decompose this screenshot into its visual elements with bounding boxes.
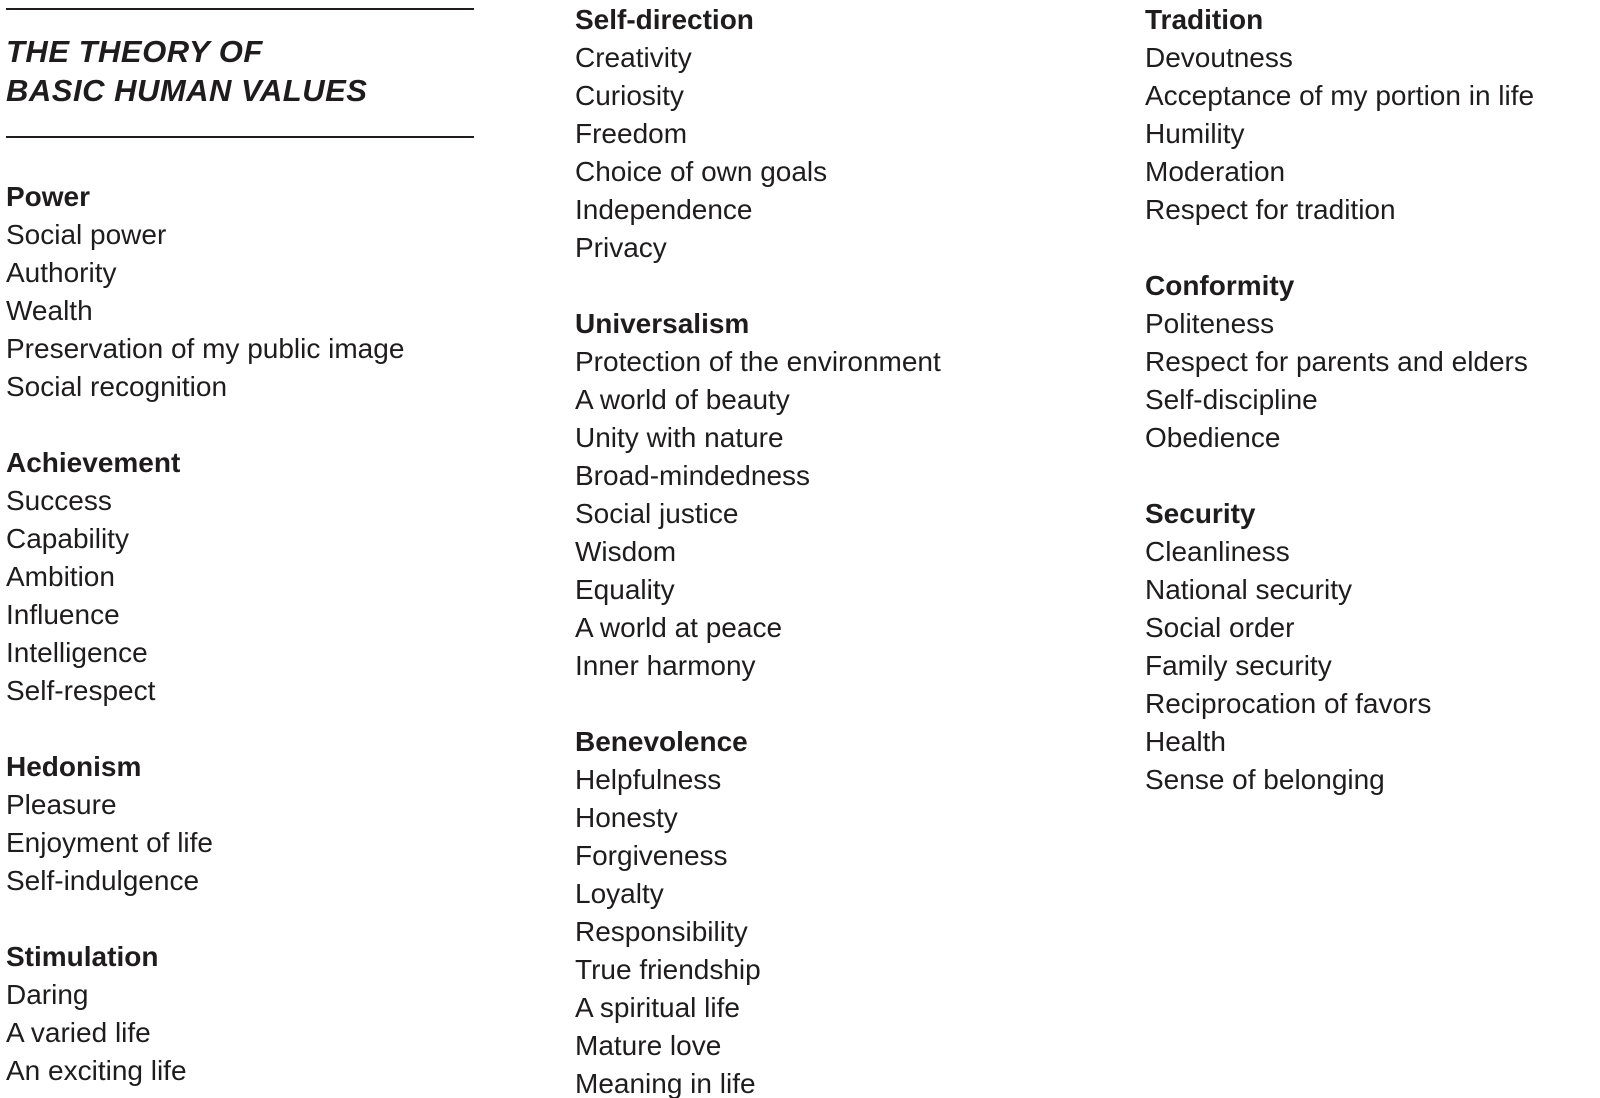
value-item: Pleasure [6, 789, 117, 820]
value-item: Cleanliness [1145, 536, 1290, 567]
page-title-line-2: BASIC HUMAN VALUES [6, 73, 368, 108]
values-section-hedonism [6, 748, 476, 900]
values-section-stimulation [6, 938, 476, 1090]
section-items [6, 216, 476, 406]
value-item: Privacy [575, 232, 667, 263]
values-section-conformity [1145, 267, 1600, 457]
value-item: Wealth [6, 295, 93, 326]
values-section-benevolence [575, 723, 1115, 1098]
value-item: Politeness [1145, 308, 1275, 339]
values-section-power [6, 178, 476, 406]
section-heading: Stimulation [6, 941, 159, 972]
section-items [575, 343, 1115, 685]
value-item: Respect for tradition [1145, 194, 1396, 225]
section-items [6, 976, 476, 1090]
value-item: Curiosity [575, 80, 684, 111]
value-item: Social recognition [6, 371, 228, 402]
value-item: An exciting life [6, 1055, 187, 1086]
value-item: Preservation of my public image [6, 333, 405, 364]
value-item: Moderation [1145, 156, 1286, 187]
value-item: Sense of belonging [1145, 764, 1385, 795]
page-title [6, 32, 476, 110]
value-item: Ambition [6, 561, 115, 592]
page-title-line-1: THE THEORY OF [6, 34, 263, 69]
value-item: Independence [575, 194, 753, 225]
column-3 [1145, 1, 1600, 799]
value-item: Self-discipline [1145, 384, 1318, 415]
section-items [6, 786, 476, 900]
value-item: Loyalty [575, 878, 664, 909]
values-section-security [1145, 495, 1600, 799]
value-item: Forgiveness [575, 840, 728, 871]
title-divider-top [6, 8, 474, 10]
value-item: Responsibility [575, 916, 748, 947]
value-item: Creativity [575, 42, 692, 73]
value-item: Unity with nature [575, 422, 784, 453]
value-item: Enjoyment of life [6, 827, 213, 858]
value-item: Self-respect [6, 675, 156, 706]
value-item: Humility [1145, 118, 1245, 149]
value-item: Family security [1145, 650, 1332, 681]
section-heading: Benevolence [575, 726, 748, 757]
value-item: A spiritual life [575, 992, 740, 1023]
value-item: True friendship [575, 954, 761, 985]
section-heading: Universalism [575, 308, 750, 339]
value-item: Choice of own goals [575, 156, 828, 187]
value-item: A world of beauty [575, 384, 790, 415]
column-2-sections [575, 1, 1115, 1098]
values-section-tradition [1145, 1, 1600, 229]
value-item: Meaning in life [575, 1068, 756, 1098]
value-item: Helpfulness [575, 764, 722, 795]
value-item: National security [1145, 574, 1352, 605]
value-item: Devoutness [1145, 42, 1293, 73]
value-item: Honesty [575, 802, 678, 833]
section-items [1145, 533, 1600, 799]
value-item: Authority [6, 257, 117, 288]
section-heading: Self-direction [575, 4, 754, 35]
value-item: Protection of the environment [575, 346, 941, 377]
value-item: Health [1145, 726, 1226, 757]
value-item: Social justice [575, 498, 739, 529]
column-1-sections [6, 178, 476, 1090]
section-items [1145, 39, 1600, 229]
section-heading: Hedonism [6, 751, 142, 782]
section-heading: Achievement [6, 447, 181, 478]
value-item: Acceptance of my portion in life [1145, 80, 1535, 111]
value-item: Social power [6, 219, 167, 250]
value-item: Broad-mindedness [575, 460, 811, 491]
value-item: Self-indulgence [6, 865, 200, 896]
values-section-universalism [575, 305, 1115, 685]
section-heading: Conformity [1145, 270, 1295, 301]
value-item: A varied life [6, 1017, 151, 1048]
title-divider-bottom [6, 136, 474, 138]
values-section-self-direction [575, 1, 1115, 267]
section-items [6, 482, 476, 710]
section-items [1145, 305, 1600, 457]
value-item: Influence [6, 599, 120, 630]
section-heading: Tradition [1145, 4, 1264, 35]
value-item: Respect for parents and elders [1145, 346, 1528, 377]
section-items [575, 761, 1115, 1098]
column-2 [575, 1, 1115, 1098]
section-items [575, 39, 1115, 267]
values-section-achievement [6, 444, 476, 710]
value-item: Freedom [575, 118, 688, 149]
section-heading: Power [6, 181, 91, 212]
value-item: Success [6, 485, 112, 516]
value-item: Wisdom [575, 536, 677, 567]
value-item: Equality [575, 574, 675, 605]
value-item: A world at peace [575, 612, 783, 643]
value-item: Capability [6, 523, 129, 554]
value-item: Social order [1145, 612, 1295, 643]
value-item: Mature love [575, 1030, 722, 1061]
value-item: Daring [6, 979, 89, 1010]
value-item: Obedience [1145, 422, 1281, 453]
column-1 [6, 8, 476, 1090]
section-heading: Security [1145, 498, 1256, 529]
value-item: Inner harmony [575, 650, 756, 681]
column-3-sections [1145, 1, 1600, 799]
value-item: Reciprocation of favors [1145, 688, 1432, 719]
value-item: Intelligence [6, 637, 148, 668]
